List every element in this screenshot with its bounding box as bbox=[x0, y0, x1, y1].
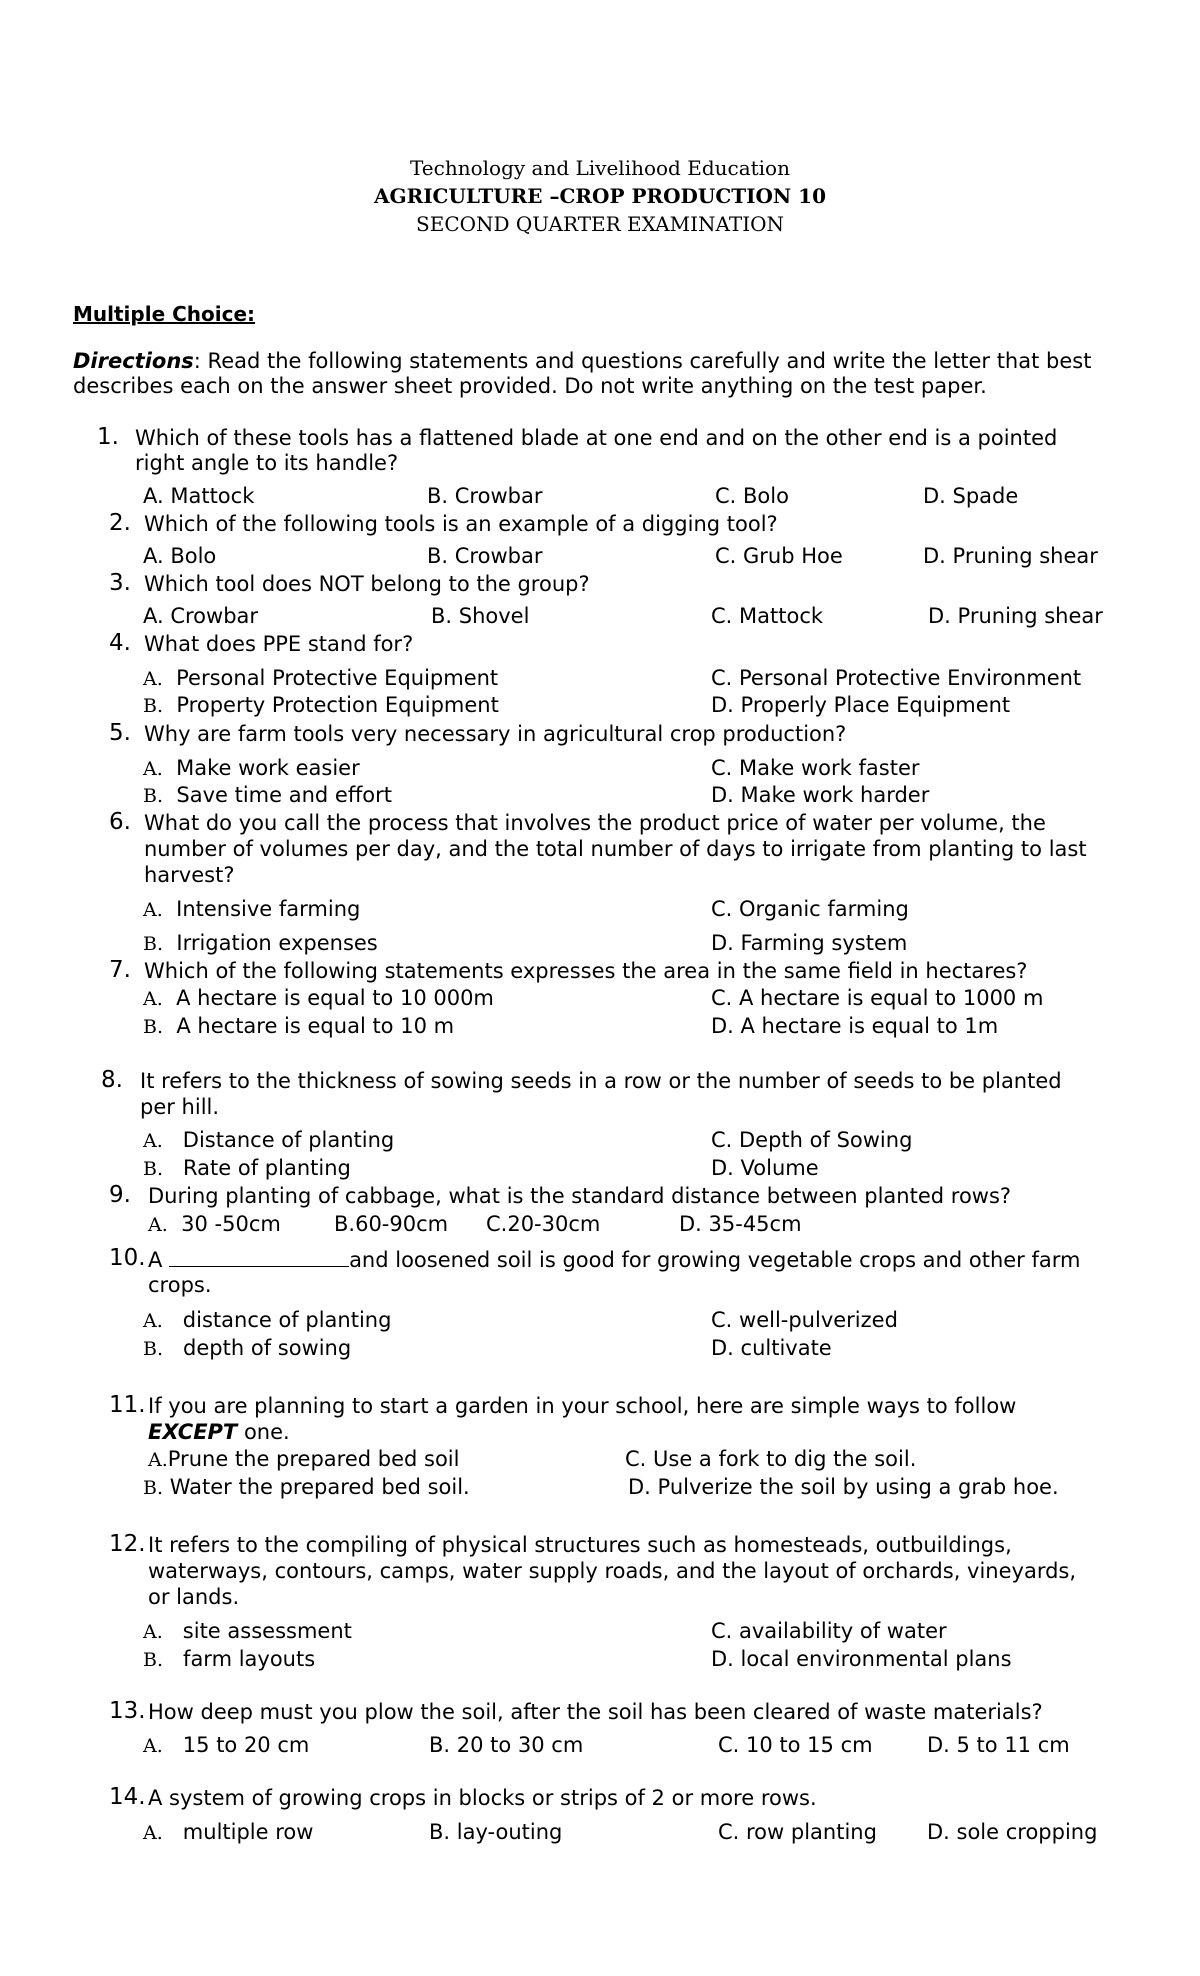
question-text-end: one. bbox=[237, 1420, 290, 1444]
subject-title: Technology and Livelihood Education bbox=[410, 156, 790, 180]
option-text: Irrigation expenses bbox=[176, 931, 378, 955]
course-title: AGRICULTURE –CROP PRODUCTION 10 bbox=[373, 184, 826, 208]
option-d: D. Pulverize the soil by using a grab hoe. bbox=[628, 1475, 1059, 1499]
option-letter: A. bbox=[143, 668, 163, 690]
option-letter: B. bbox=[143, 933, 164, 955]
question-text: What do you call the process that involves the product price of water per volume, the bbox=[144, 811, 1046, 835]
option-c: C. Depth of Sowing bbox=[711, 1128, 913, 1152]
option-d: D. 35-45cm bbox=[679, 1212, 802, 1236]
option-b: B. Crowbar bbox=[427, 484, 543, 508]
option-a bbox=[143, 1307, 391, 1334]
option-letter: B. bbox=[143, 1016, 164, 1038]
option-b: B. Shovel bbox=[431, 604, 530, 628]
directions-text-1: : Read the following statements and questions carefully and write the letter that best bbox=[193, 349, 1092, 373]
question-number: 5. bbox=[109, 720, 131, 746]
question-number: 14. bbox=[109, 1784, 146, 1810]
option-a bbox=[143, 1732, 309, 1759]
question-number: 8. bbox=[101, 1067, 123, 1093]
question-number: 10. bbox=[109, 1245, 146, 1271]
question-text bbox=[148, 1419, 290, 1445]
question-text: Which of these tools has a flattened blade at one end and on the other end is a pointed bbox=[135, 426, 1058, 450]
option-a bbox=[143, 1127, 394, 1154]
question-text: Why are farm tools very necessary in agricultural crop production? bbox=[144, 722, 847, 746]
option-b bbox=[143, 692, 499, 719]
option-d: D. local environmental plans bbox=[711, 1647, 1012, 1671]
option-d: D. Volume bbox=[711, 1156, 819, 1180]
question-text-end: and loosened soil is good for growing vegetable crops and other farm bbox=[349, 1248, 1081, 1272]
option-b bbox=[143, 1646, 315, 1673]
option-a: A. Mattock bbox=[143, 484, 255, 508]
answer-blank bbox=[169, 1246, 349, 1267]
option-text: Rate of planting bbox=[183, 1156, 351, 1180]
option-text: multiple row bbox=[182, 1820, 314, 1844]
option-c: C. well-pulverized bbox=[711, 1308, 898, 1332]
option-c: C. Mattock bbox=[711, 604, 824, 628]
question-number: 3. bbox=[109, 570, 131, 596]
option-letter: A. bbox=[143, 1822, 163, 1844]
option-text: 15 to 20 cm bbox=[182, 1733, 310, 1757]
question-text: right angle to its handle? bbox=[135, 451, 399, 475]
question-text bbox=[148, 1246, 1080, 1273]
option-b bbox=[143, 1013, 454, 1040]
question-text: Which tool does NOT belong to the group? bbox=[144, 572, 590, 596]
question-number: 6. bbox=[109, 809, 131, 835]
question-number: 12. bbox=[109, 1531, 146, 1557]
option-text: A hectare is equal to 10 000m bbox=[176, 986, 494, 1010]
question-number: 13. bbox=[109, 1698, 146, 1724]
question-text: per hill. bbox=[140, 1095, 220, 1119]
option-c: C. Make work faster bbox=[711, 756, 920, 780]
option-c: C. Personal Protective Environment bbox=[711, 666, 1082, 690]
question-number: 7. bbox=[109, 957, 131, 983]
option-text: site assessment bbox=[182, 1619, 352, 1643]
option-d: D. sole cropping bbox=[927, 1820, 1098, 1844]
question-text-start: A bbox=[148, 1248, 163, 1272]
option-text: Personal Protective Equipment bbox=[176, 666, 499, 690]
option-c: C. Organic farming bbox=[711, 897, 909, 921]
option-text: Intensive farming bbox=[176, 897, 361, 921]
directions-label: Directions bbox=[73, 349, 194, 373]
option-letter: A. bbox=[143, 1130, 163, 1152]
question-text: During planting of cabbage, what is the standard distance between planted rows? bbox=[148, 1184, 1012, 1208]
question-text: waterways, contours, camps, water supply roads, and the layout of orchards, vineyards, bbox=[148, 1559, 1077, 1583]
option-text: farm layouts bbox=[183, 1647, 316, 1671]
section-title: Multiple Choice: bbox=[73, 302, 256, 326]
question-number: 4. bbox=[109, 630, 131, 656]
question-number: 2. bbox=[109, 510, 131, 536]
option-b bbox=[143, 782, 392, 809]
option-d: D. Pruning shear bbox=[928, 604, 1103, 628]
option-text: A hectare is equal to 10 m bbox=[176, 1014, 455, 1038]
option-letter: B. bbox=[143, 785, 164, 807]
question-number: 9. bbox=[109, 1182, 131, 1208]
option-b: B. Crowbar bbox=[427, 544, 543, 568]
question-text: A system of growing crops in blocks or strips of 2 or more rows. bbox=[148, 1786, 817, 1810]
option-a bbox=[143, 985, 494, 1012]
option-text: depth of sowing bbox=[183, 1336, 352, 1360]
question-text: It refers to the compiling of physical structures such as homesteads, outbuildings, bbox=[148, 1533, 1012, 1557]
option-a bbox=[148, 1446, 459, 1473]
option-d: D. cultivate bbox=[711, 1336, 832, 1360]
question-text: If you are planning to start a garden in your school, here are simple ways to follow bbox=[148, 1394, 1017, 1418]
emphasis-except: EXCEPT bbox=[148, 1420, 238, 1444]
option-letter: A. bbox=[143, 1310, 163, 1332]
option-b bbox=[143, 1155, 351, 1182]
question-text: Which of the following statements expresses the area in the same field in hectares? bbox=[144, 959, 1028, 983]
option-text: distance of planting bbox=[182, 1308, 392, 1332]
option-b: B.60-90cm bbox=[334, 1212, 449, 1236]
option-c: C. row planting bbox=[718, 1820, 877, 1844]
option-text: Save time and effort bbox=[176, 783, 393, 807]
option-letter: B. bbox=[143, 1649, 164, 1671]
directions-line-2: describes each on the answer sheet provided. Do not write anything on the test paper. bbox=[73, 374, 987, 398]
question-text: or lands. bbox=[148, 1585, 240, 1609]
option-a bbox=[143, 755, 360, 782]
option-d: D. Properly Place Equipment bbox=[711, 693, 1011, 717]
option-text: Property Protection Equipment bbox=[176, 693, 499, 717]
option-d: D. Make work harder bbox=[711, 783, 930, 807]
option-c: C. 10 to 15 cm bbox=[718, 1733, 873, 1757]
option-b bbox=[143, 1335, 351, 1362]
question-text: harvest? bbox=[144, 863, 235, 887]
option-letter: A. bbox=[143, 899, 163, 921]
option-a bbox=[143, 1819, 313, 1846]
option-c: C. A hectare is equal to 1000 m bbox=[711, 986, 1044, 1010]
question-text: It refers to the thickness of sowing seeds in a row or the number of seeds to be planted bbox=[140, 1069, 1062, 1093]
option-letter: B. bbox=[143, 695, 164, 717]
question-number: 11. bbox=[109, 1392, 146, 1418]
option-d: D. 5 to 11 cm bbox=[927, 1733, 1070, 1757]
question-text: crops. bbox=[148, 1273, 212, 1297]
directions-line-1 bbox=[73, 348, 1091, 374]
option-text: Distance of planting bbox=[182, 1128, 395, 1152]
question-text: What does PPE stand for? bbox=[144, 632, 414, 656]
option-a bbox=[143, 1618, 352, 1645]
option-b bbox=[143, 1474, 470, 1501]
question-text: How deep must you plow the soil, after the soil has been cleared of waste materials? bbox=[148, 1700, 1043, 1724]
option-b bbox=[143, 930, 378, 957]
option-text: Prune the prepared bed soil bbox=[167, 1447, 460, 1471]
exam-title: SECOND QUARTER EXAMINATION bbox=[416, 212, 784, 236]
option-letter: A. bbox=[143, 758, 163, 780]
option-letter: A. bbox=[143, 1735, 163, 1757]
question-text: number of volumes per day, and the total number of days to irrigate from planting to last bbox=[144, 837, 1087, 861]
option-text: 30 -50cm bbox=[181, 1212, 281, 1236]
option-letter: A. bbox=[143, 988, 163, 1010]
option-a: A. Crowbar bbox=[143, 604, 259, 628]
option-letter: A. bbox=[143, 1621, 163, 1643]
option-letter: B. bbox=[143, 1158, 164, 1180]
option-a bbox=[143, 665, 498, 692]
option-c: C. Grub Hoe bbox=[715, 544, 843, 568]
option-letter: A. bbox=[148, 1449, 168, 1471]
option-a bbox=[148, 1211, 281, 1238]
option-b: B. lay-outing bbox=[429, 1820, 563, 1844]
option-d: D. Farming system bbox=[711, 931, 908, 955]
option-a: A. Bolo bbox=[143, 544, 217, 568]
option-d: D. Pruning shear bbox=[923, 544, 1098, 568]
option-c: C. Bolo bbox=[715, 484, 789, 508]
option-text: Water the prepared bed soil. bbox=[169, 1475, 470, 1499]
option-text: Make work easier bbox=[176, 756, 360, 780]
option-c: C. availability of water bbox=[711, 1619, 947, 1643]
option-c: C. Use a fork to dig the soil. bbox=[625, 1447, 917, 1471]
option-c: C.20-30cm bbox=[486, 1212, 601, 1236]
option-letter: B. bbox=[143, 1477, 164, 1499]
option-d: D. A hectare is equal to 1m bbox=[711, 1014, 999, 1038]
question-text: Which of the following tools is an example of a digging tool? bbox=[144, 512, 778, 536]
option-a bbox=[143, 896, 360, 923]
option-d: D. Spade bbox=[923, 484, 1019, 508]
option-letter: A. bbox=[148, 1214, 168, 1236]
option-letter: B. bbox=[143, 1338, 164, 1360]
question-number: 1. bbox=[97, 424, 119, 450]
option-b: B. 20 to 30 cm bbox=[429, 1733, 584, 1757]
